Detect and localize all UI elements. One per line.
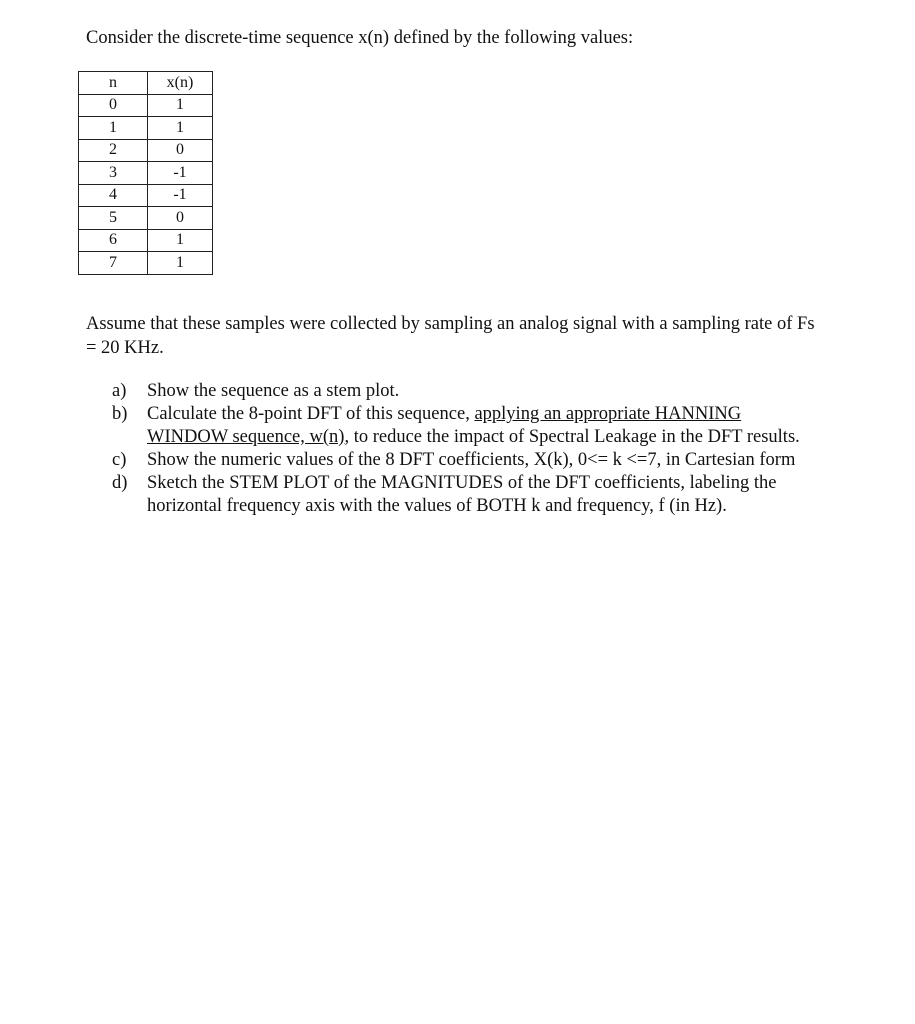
task-list [112,380,812,518]
cell-n: 2 [79,139,148,162]
task-marker: b) [112,404,128,424]
table-row [79,94,213,117]
task-text-suffix: , to reduce the impact of Spectral Leakage in the DFT results. [344,427,800,447]
task-marker: c) [112,450,127,470]
cell-n: 1 [79,117,148,140]
header-xn: x(n) [148,72,213,95]
task-item-d [112,472,812,518]
cell-n: 7 [79,252,148,275]
cell-xn: -1 [148,184,213,207]
task-text: Sketch the STEM PLOT of the MAGNITUDES of the DFT coefficients, labeling the horizontal frequency axis with the values of BOTH k and frequency, f (in Hz). [147,473,777,516]
task-text: Show the sequence as a stem plot. [147,381,400,401]
sequence-table [78,71,213,275]
task-text-prefix: Calculate the 8-point DFT of this sequence, [147,404,475,424]
cell-xn: 0 [148,139,213,162]
cell-n: 5 [79,207,148,230]
cell-xn: -1 [148,162,213,185]
table-row [79,184,213,207]
task-text: Show the numeric values of the 8 DFT coefficients, X(k), 0<= k <=7, in Cartesian form [147,450,796,470]
sampling-assumption: Assume that these samples were collected by sampling an analog signal with a sampling rate of Fs = 20 KHz. [86,314,815,358]
intro-text: Consider the discrete-time sequence x(n) defined by the following values: [86,28,634,48]
table-row [79,252,213,275]
table-row [79,162,213,185]
task-item-c [112,449,812,472]
cell-n: 4 [79,184,148,207]
table-row [79,229,213,252]
table-header-row [79,72,213,95]
table-row [79,207,213,230]
task-item-b [112,403,812,449]
task-marker: d) [112,473,128,493]
task-marker: a) [112,381,127,401]
cell-n: 3 [79,162,148,185]
cell-xn: 0 [148,207,213,230]
cell-xn: 1 [148,117,213,140]
table-row [79,117,213,140]
cell-xn: 1 [148,229,213,252]
table-row [79,139,213,162]
cell-n: 6 [79,229,148,252]
cell-xn: 1 [148,94,213,117]
cell-xn: 1 [148,252,213,275]
header-n: n [79,72,148,95]
cell-n: 0 [79,94,148,117]
task-text-underlined: applying an appropriate HANNING WINDOW sequence, w(n) [147,404,742,447]
task-item-a [112,380,812,403]
